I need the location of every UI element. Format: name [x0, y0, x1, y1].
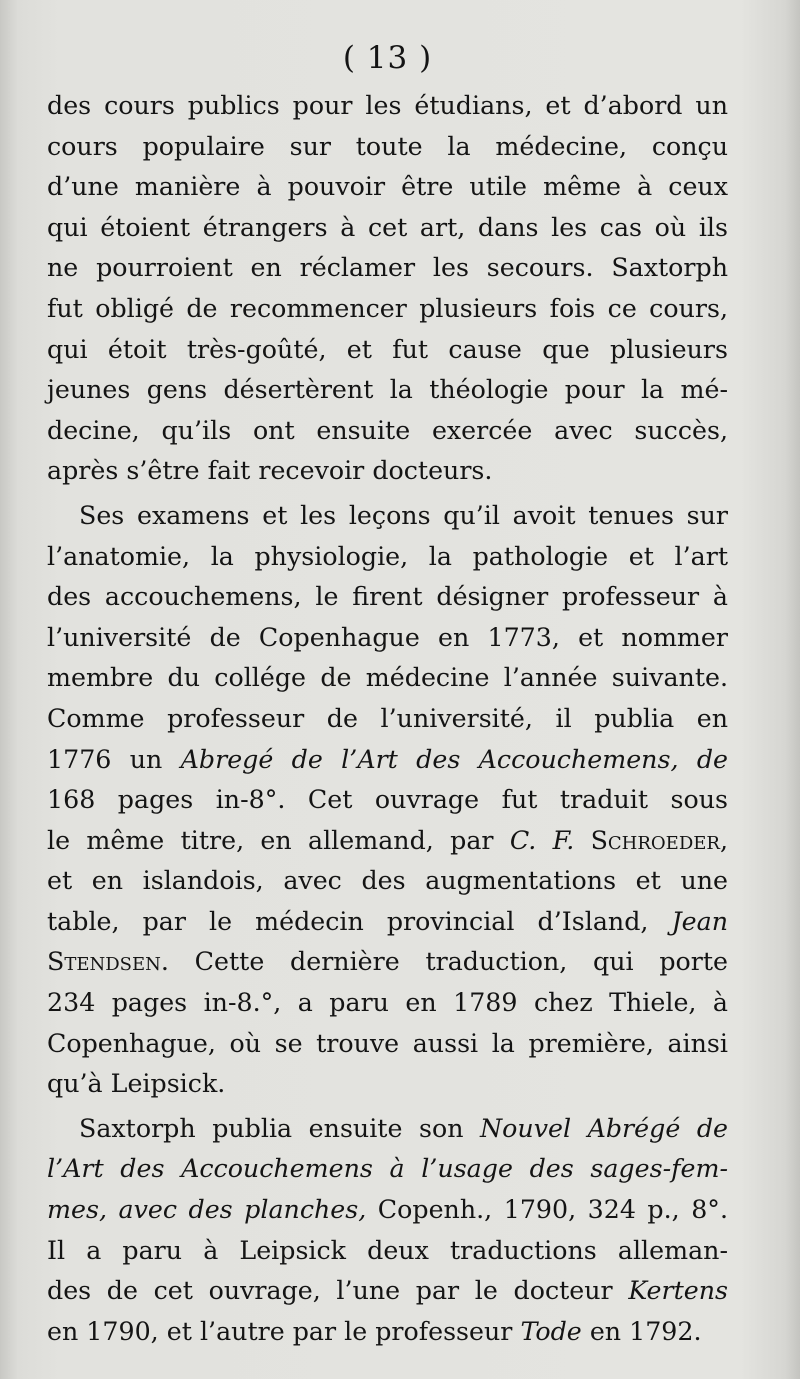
book-title-italic: Nouvel Abrégé de: [480, 1113, 728, 1143]
text-line: fut obligé de recommencer plusieurs fois ce cours,: [47, 293, 728, 323]
translator-surname: Stendsen.: [47, 947, 169, 977]
text-line: [47, 740, 728, 781]
text-segment: Saxtorph publia ensuite son: [79, 1113, 464, 1143]
text-line: Il a paru à Leipsick deux traductions alleman-: [47, 1235, 728, 1265]
text-line: qu’à Leipsick.: [47, 1069, 226, 1099]
paragraph-1: [47, 86, 728, 492]
text-segment: 1776 un: [47, 744, 163, 774]
translator-firstname-italic: Jean: [671, 906, 728, 936]
translator-name: Schroeder,: [590, 825, 728, 855]
book-title-italic: Abregé de l’Art des Accouchemens, de: [180, 744, 728, 774]
text-line: Comme professeur de l’université, il publia en: [47, 703, 728, 733]
text-line: l’université de Copenhague en 1773, et nommer: [47, 622, 728, 652]
text-line: des cours publics pour les étudians, et d’abord un: [47, 91, 728, 120]
paragraph-3: [47, 1109, 728, 1353]
text-segment: Cette dernière traduction, qui porte: [194, 947, 728, 977]
text-line: [47, 1190, 728, 1231]
text-segment: en 1792.: [589, 1316, 702, 1346]
text-line: et en islandois, avec des augmentations et une: [47, 866, 728, 896]
text-line: [47, 1312, 728, 1353]
text-line: qui étoient étrangers à cet art, dans les cas où ils: [47, 212, 728, 242]
text-line: [47, 1149, 728, 1190]
text-segment: table, par le médecin provincial d’Island,: [47, 906, 649, 936]
text-line: decine, qu’ils ont ensuite exercée avec succès,: [47, 415, 728, 445]
text-line: 234 pages in-8.°, a paru en 1789 chez Thiele, à: [47, 988, 728, 1018]
text-line: après s’être fait recevoir docteurs.: [47, 456, 493, 486]
text-line: [47, 942, 728, 983]
text-line: membre du collége de médecine l’année suivante.: [47, 663, 728, 693]
book-title-italic: l’Art des Accouchemens à l’usage des sages-fem-: [47, 1154, 728, 1184]
text-line: 168 pages in-8°. Cet ouvrage fut traduit sous: [47, 785, 728, 815]
text-line: [47, 1271, 728, 1312]
paragraph-2: [47, 496, 728, 1105]
translator-initials-italic: C. F.: [509, 825, 575, 855]
text-line: [47, 1109, 728, 1150]
text-line: cours populaire sur toute la médecine, conçu: [47, 131, 728, 161]
text-segment: en 1790, et l’autre par le professeur: [47, 1316, 513, 1346]
translator-name-italic: Kertens: [628, 1276, 729, 1306]
text-line: jeunes gens désertèrent la théologie pour la mé-: [47, 375, 728, 405]
text-line: Ses examens et les leçons qu’il avoit tenues sur: [79, 500, 728, 530]
text-segment: Copenh., 1790, 324 p., 8°.: [377, 1195, 729, 1225]
book-title-italic: mes, avec des planches,: [47, 1195, 367, 1225]
text-line: [47, 902, 728, 943]
translator-name-italic: Tode: [520, 1316, 582, 1346]
text-line: ne pourroient en réclamer les secours. Saxtorph: [47, 253, 728, 283]
text-line: l’anatomie, la physiologie, la pathologie et l’art: [47, 541, 728, 571]
text-line: des accouchemens, le firent désigner professeur à: [47, 582, 728, 612]
text-line: d’une manière à pouvoir être utile même à ceux: [47, 172, 728, 202]
text-segment: des de cet ouvrage, l’une par le docteur: [47, 1276, 613, 1306]
text-line: qui étoit très-goûté, et fut cause que plusieurs: [47, 334, 728, 364]
text-segment: le même titre, en allemand, par: [47, 825, 494, 855]
text-line: [47, 821, 728, 862]
text-line: Copenhague, où se trouve aussi la première, ainsi: [47, 1028, 728, 1058]
page-number: ( 13 ): [342, 40, 433, 76]
